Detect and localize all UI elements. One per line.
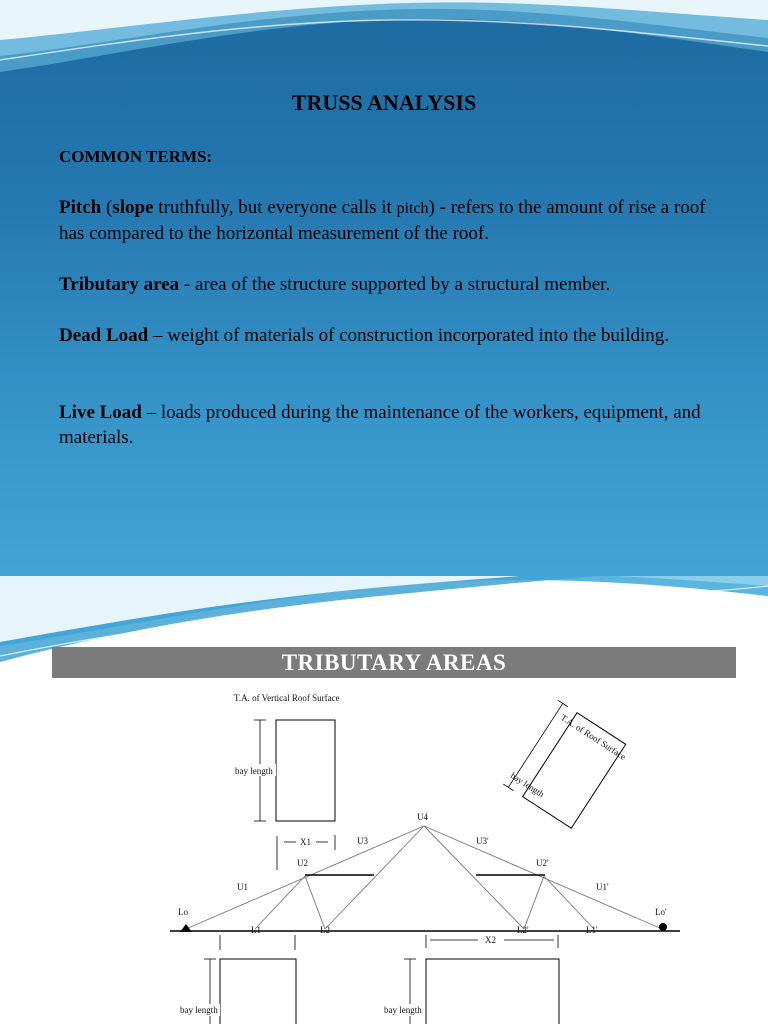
pin-support-left [180, 924, 192, 932]
ta-vertical-label: T.A. of Vertical Roof Surface [234, 693, 340, 703]
pitch-definition [59, 195, 719, 246]
ta-roof-label: T.A. of Roof Surface [558, 712, 628, 762]
ta-bottom-rect-left [220, 959, 296, 1024]
bay-length-label-3: bay length [180, 1005, 218, 1015]
live-load-text: – loads produced during the maintenance of the workers, equipment, and materials. [59, 402, 701, 448]
node-u4-label: U4 [417, 812, 428, 822]
x1-label: X1 [300, 837, 311, 847]
x2-label: X2 [485, 935, 496, 945]
pitch-text-a: truthfully, but everyone calls it [153, 197, 397, 218]
truss-diagram [0, 576, 768, 1024]
slide-tributary-areas [0, 576, 768, 1024]
roller-support-right [659, 923, 667, 931]
bay-length-label-2: bay length [508, 770, 547, 800]
node-u1-label: U1 [237, 882, 248, 892]
truss-members [186, 826, 662, 929]
wave-decoration-top [0, 0, 768, 100]
term-tributary-area: Tributary area [59, 274, 180, 295]
dead-load-text: – weight of materials of construction incorporated into the building. [148, 325, 670, 346]
node-l1-label: L1 [251, 925, 261, 935]
ta-bottom-rect-right [426, 959, 559, 1024]
pitch-small-word: pitch [396, 200, 429, 217]
node-u3p-label: U3' [476, 836, 489, 846]
bay-length-label-4: bay length [384, 1005, 422, 1015]
node-u3-label: U3 [357, 836, 368, 846]
node-l2p-label: L2' [517, 925, 529, 935]
tributary-definition [59, 272, 719, 297]
ta-vertical-rect [276, 720, 335, 821]
term-live-load: Live Load [59, 402, 142, 423]
banner-title: TRIBUTARY AREAS [281, 650, 507, 675]
node-lop-label: Lo' [655, 907, 667, 917]
live-load-definition [59, 400, 719, 450]
term-slope: slope [112, 197, 154, 218]
term-pitch: Pitch [59, 197, 102, 218]
bay-length-label-1: bay length [235, 766, 273, 776]
node-l1p-label: L1' [586, 925, 598, 935]
pitch-text-b: ) - refers to the amount of rise a roof has compared to the horizontal measurement of the roof. [59, 197, 706, 244]
tributary-text: - area of the structure supported by a structural member. [179, 274, 611, 295]
node-u2-label: U2 [297, 858, 308, 868]
dead-load-definition [59, 323, 719, 348]
slide-title: TRUSS ANALYSIS [291, 90, 477, 115]
node-lo-label: Lo [178, 907, 188, 917]
section-heading: COMMON TERMS: [59, 147, 213, 166]
node-u1p-label: U1' [596, 882, 609, 892]
node-l2-label: L2 [320, 925, 330, 935]
node-u2p-label: U2' [536, 858, 549, 868]
term-dead-load: Dead Load [59, 325, 149, 346]
paren-open: ( [101, 197, 113, 218]
